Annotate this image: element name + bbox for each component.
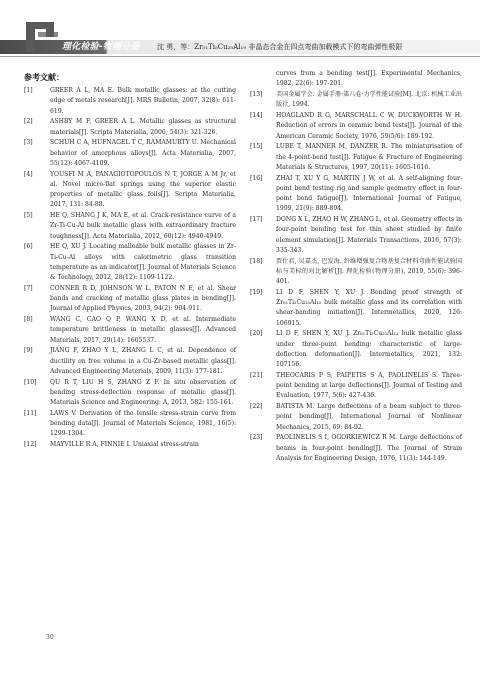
- reference-item: [250, 257, 462, 288]
- reference-text: THEOCARIS P S, PAIPETIS S A, PAOLINELIS S. Three-point bending at large deflections[J]. Journal of Testing and Evaluation, 1977, 5(6): 427-436.: [276, 371, 462, 400]
- reference-number: [22]: [250, 403, 263, 410]
- reference-number: [7]: [24, 284, 33, 292]
- reference-number: [18]: [250, 257, 263, 265]
- reference-item: [24, 378, 236, 409]
- references-heading: 参考文献：: [24, 73, 64, 82]
- page-number: 30: [46, 634, 54, 641]
- reference-text: GREER A L, MA E. Bulk metallic glasses: at the cutting edge of metals research[J]. MRS Bulletin, 2007, 32(8): 611-619.: [50, 87, 236, 115]
- reference-item: [24, 440, 236, 450]
- reference-number: [13]: [250, 91, 263, 98]
- reference-text: WANG C, CAO Q P, WANG X D, et al. Intermediate temperature brittleness in metallic glasses[J]. Advanced Materials, 2017, 29(14): 1605537.: [50, 316, 236, 344]
- reference-item: [24, 138, 236, 169]
- reference-text: LUBE T, MANNER M, DANZER R. The miniaturisation of the 4-point-bend test[J]. Fatigue & Fracture of Engineering Materials & Structures, 1997, 20(11): 1605-1616.: [276, 143, 462, 171]
- reference-number: [6]: [24, 243, 33, 251]
- reference-number: [23]: [250, 434, 263, 442]
- reference-item: [250, 329, 462, 370]
- reference-item: [24, 170, 236, 211]
- reference-number: [1]: [24, 87, 33, 94]
- reference-number: [12]: [24, 441, 37, 448]
- reference-text: CONNER R D, JOHNSON W L, PATON N E, et al. Shear bands and cracking of metallic glass plates in bending[J]. Journal of Applied Physics, 2003, 94(2): 904-911.: [50, 284, 236, 313]
- reference-item: [250, 142, 462, 173]
- reference-number: [9]: [24, 347, 33, 355]
- reference-item: [24, 409, 236, 440]
- reference-number: [20]: [250, 330, 263, 338]
- reference-number: [3]: [24, 139, 33, 147]
- reference-text: 贾仕君, 吴嘉杰, 巴发海. 纤维增强复合物基复合材料弯曲性能试验国标与美标的对比解析[J]. 理化检验(物理分册), 2019, 55(6): 396-401.: [276, 257, 462, 285]
- reference-text: BATISTA M. Large deflections of a beam subject to three-point bending[J]. International Journal of Nonlinear Mechanics, 2015, 69: 84-92.: [276, 403, 462, 431]
- running-title: 沈 勇，等：Zr₅₁Ti₅Cu₂₅Al₁₉ 非晶态合金在四点弯曲加载模式下的弯曲弹性极限: [157, 43, 403, 51]
- reference-item-continued: [250, 69, 462, 90]
- reference-item: [250, 111, 462, 142]
- reference-item: [24, 242, 236, 283]
- reference-text: DONG X L, ZHAO H W, ZHANG L, et al. Geometry effects in four-point bending test for thin sheet studied by finite element simulation[J]. Materials Transactions, 2016, 57(3): 335-343.: [276, 216, 462, 254]
- reference-text: LI D F, SHEN Y, XU J. Bending proof strength of Zr₆₁Ti₂Cu₂₅Al₁₂ bulk metallic glass and its correlation with shear-banding initiation[J]. Intermetallics, 2020, 126: 106915.: [276, 288, 462, 327]
- reference-text: PAOLINELIS S I, OGORKIEWICZ R M. Large deflections of beams in four-point bending[J]. The Journal of Strain Analysis for Engineering Design, 1976, 11(3): 144-149.: [276, 434, 462, 462]
- journal-logo-icon: [24, 20, 62, 54]
- reference-item: [250, 90, 462, 111]
- reference-item: [250, 215, 462, 256]
- reference-text: HE Q, XU J. Locating malleable bulk metallic glasses in Zr-Ti-Cu-Al alloys with calorimetric glass transition temperature as an indicator[J]. Journal of Materials Science & Technology, 2012, 28(12): 1109-1122.: [50, 243, 236, 281]
- reference-item: [24, 86, 236, 117]
- reference-item: [24, 284, 236, 315]
- reference-number: [15]: [250, 143, 263, 151]
- reference-text: MAYVILLE R A, FINNIE I. Uniaxial stress-strain: [50, 441, 199, 448]
- reference-number: [2]: [24, 118, 33, 126]
- reference-text: LAWS V. Derivation of the tensile stress-strain curve from bending data[J]. Journal of Materials Science, 1981, 16(5): 1299-1304.: [50, 409, 236, 438]
- reference-item: [250, 288, 462, 329]
- references-right-column: [250, 69, 462, 465]
- reference-text: ASHBY M F, GREER A L. Metallic glasses as structural materials[J]. Scripta Materialia, 2006, 54(3): 321-326.: [50, 118, 236, 136]
- reference-text: ZHAI T, XU Y G, MARTIN J W, et al. A self-aligning four-point bend testing rig and sample geometry effect in four-point bend fatigue[J]. International Journal of Fatigue, 1999, 21(9): 889-894.: [276, 174, 462, 213]
- reference-item: [250, 371, 462, 402]
- reference-number: [11]: [24, 409, 37, 417]
- journal-name: 理化检验-物理分册: [62, 42, 140, 52]
- reference-item: [250, 433, 462, 464]
- reference-item: [24, 117, 236, 138]
- reference-number: [17]: [250, 216, 263, 223]
- reference-number: [16]: [250, 174, 263, 182]
- reference-number: [10]: [24, 378, 37, 386]
- reference-number: [19]: [250, 288, 263, 296]
- page-header: [0, 0, 480, 62]
- reference-item: [250, 174, 462, 215]
- reference-item: [24, 211, 236, 242]
- reference-text: curves from a bending test[J]. Experimental Mechanics, 1982, 22(6): 197-201.: [276, 70, 462, 88]
- reference-text: SCHUH C A, HUFNAGEL T C, RAMAMURTY U. Mechanical behavior of amorphous alloys[J]. Acta Materialia, 2007, 55(12): 4067-4109.: [50, 139, 236, 167]
- reference-text: YOUSFI M A, PANAGIOTOPOULOS N T, JORGE A M Jr, et al. Novel micro-flat springs using the superior elastic properties of metallic glass foils[J]. Scripta Materialia, 2017, 131: 84-88.: [50, 170, 236, 209]
- reference-text: QU R T, LIU H S, ZHANG Z F. In situ observation of bending stress-deflection response of metallic glass[J]. Materials Science and Engineering: A, 2013, 582: 155-161.: [50, 378, 236, 406]
- references-left-column: [24, 86, 236, 451]
- reference-text: LI D F, SHEN Y, XU J. Zr₆₁Ti₂Cu₂₅Al₁₂ bulk metallic glass under three-point bending: characteristic of large-deflection deformation[J]. Intermetallics, 2021, 132: 107156.: [276, 330, 462, 368]
- reference-item: [24, 346, 236, 377]
- reference-item: [24, 315, 236, 346]
- reference-number: [21]: [250, 371, 263, 379]
- reference-number: [14]: [250, 112, 263, 119]
- reference-text: 美国金属学会. 金属手册·第八卷·力学性能试验[M]. 北京: 机械工业出版社, 1994.: [276, 91, 462, 109]
- reference-number: [8]: [24, 316, 33, 323]
- reference-text: JIANG F, ZHAO Y L, ZHANG L C, et al. Dependence of ductility on free volume in a Cu-Zr-based metallic glass[J]. Advanced Engineering Materials, 2009, 11(3): 177-181.: [50, 347, 236, 375]
- reference-number: [5]: [24, 212, 33, 219]
- reference-number: [4]: [24, 170, 33, 178]
- header-rule: [0, 56, 480, 57]
- reference-text: HOAGLAND R G, MARSCHALL C W, DUCKWORTH W H. Reduction of errors in ceramic bend tests[J]. Journal of the American Ceramic Society, 1976, 59(5/6): 189-192.: [276, 112, 462, 140]
- reference-text: HE Q, SHANG J K, MA E, et al. Crack-resistance curve of a Zr-Ti-Cu-Al bulk metallic glass with extraordinary fracture toughness[J]. Acta Materialia, 2012, 60(12): 4940-4949.: [50, 212, 236, 240]
- reference-item: [250, 402, 462, 433]
